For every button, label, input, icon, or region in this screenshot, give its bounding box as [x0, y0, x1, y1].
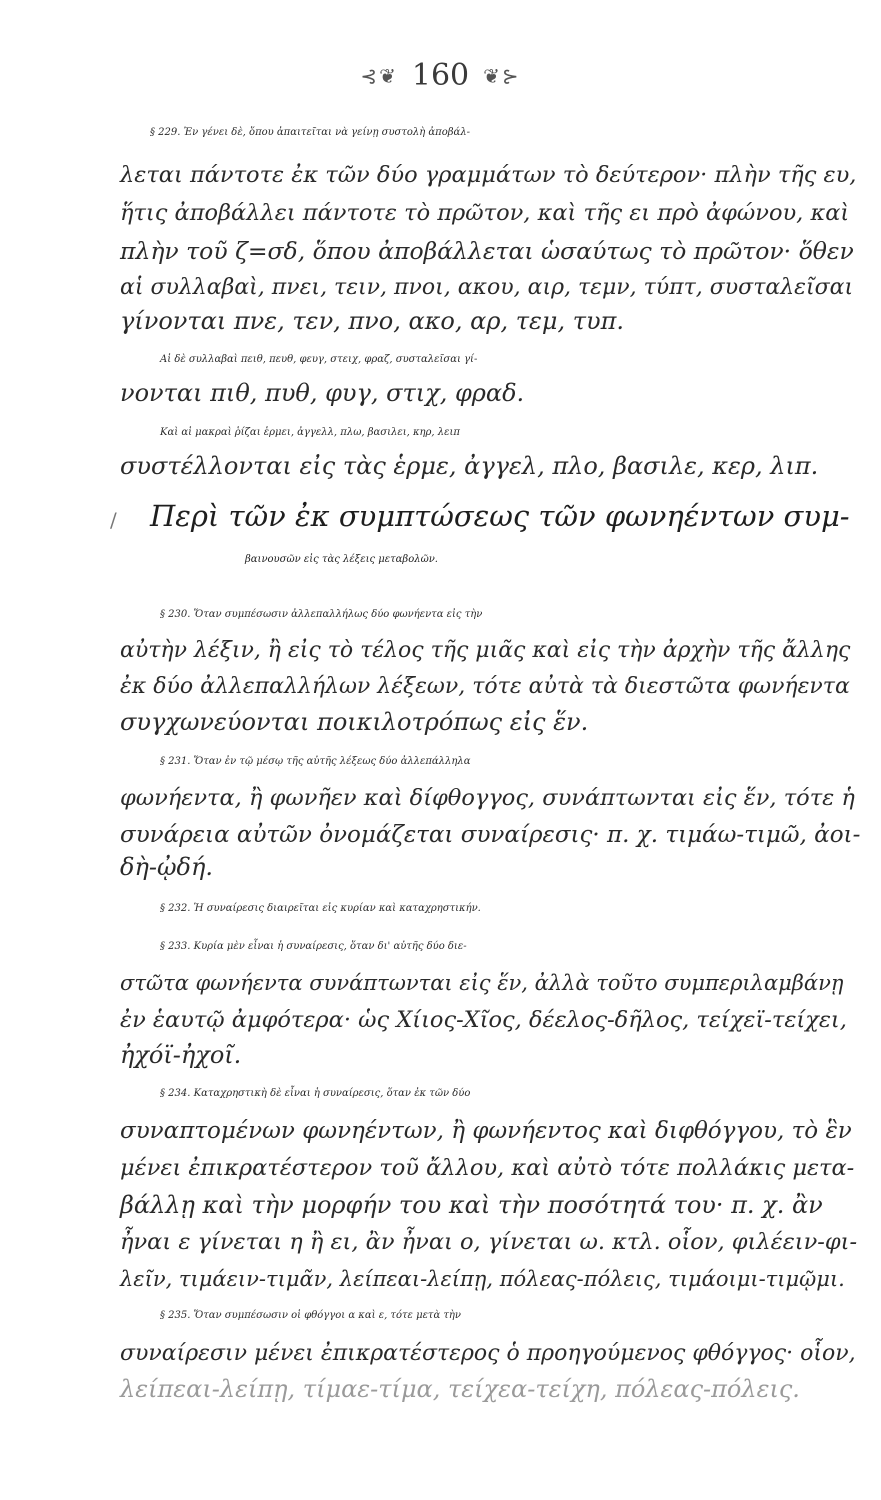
ornament-left: ⊰❦ — [360, 63, 398, 88]
section-heading-line-2: βαινουσῶν εἰς τὰς λέξεις μεταβολῶν. — [245, 554, 438, 565]
margin-mark: / — [110, 508, 117, 532]
page-number: 160 — [411, 58, 470, 93]
text-line: αὐτὴν λέξιν, ἢ εἰς τὸ τέλος τῆς μιᾶς καὶ εἰς τὴν ἀρχὴν τῆς ἄλλης — [120, 638, 851, 663]
text-line: γίνονται πνε, τεν, πνο, ακο, αρ, τεμ, τυπ. — [120, 307, 624, 335]
text-line: μένει ἐπικρατέστερον τοῦ ἄλλου, καὶ αὐτὸ τότε πολλάκις μετα- — [120, 1155, 855, 1181]
ornament-right: ❦⊱ — [483, 63, 521, 88]
text-line: νονται πιθ, πυθ, φυγ, στιχ, φραδ. — [120, 379, 525, 407]
text-line: ἐκ δύο ἀλλεπαλλήλων λέξεων, τότε αὐτὰ τὰ διεστῶτα φωνήεντα — [120, 674, 850, 699]
text-line: ἥτις ἀποβάλλει πάντοτε τὸ πρῶτον, καὶ τῆς ει πρὸ ἀφώνου, καὶ — [120, 200, 850, 226]
text-line: ἦναι ε γίνεται η ἢ ει, ἂν ἦναι ο, γίνεται ω. κτλ. οἷον, φιλέειν-φι- — [120, 1229, 858, 1255]
text-line: στῶτα φωνήεντα συνάπτωνται εἰς ἕν, ἀλλὰ τοῦτο συμπεριλαμβάνῃ — [120, 971, 844, 995]
text-line: συναπτομένων φωνηέντων, ἢ φωνήεντος καὶ διφθόγγου, τὸ ἓν — [120, 1118, 852, 1144]
text-line: ἠχόϊ-ἠχοῖ. — [120, 1041, 242, 1069]
text-line: αἱ συλλαβαὶ, πνει, τειν, πνοι, ακου, αιρ, τεμν, τύπτ, συσταλεῖσαι — [120, 275, 854, 300]
text-line: συγχωνεύονται ποικιλοτρόπως εἰς ἕν. — [120, 708, 589, 736]
text-line: συστέλλονται εἰς τὰς ἑρμε, ἀγγελ, πλο, βασιλε, κερ, λιπ. — [120, 452, 819, 480]
text-line: δὴ-ᾠδή. — [120, 853, 213, 881]
text-line: ἐν ἑαυτῷ ἀμφότερα· ὡς Χίιος-Χῖος, δέελος-δῆλος, τείχεϊ-τείχει, — [120, 1007, 847, 1033]
text-line: συναίρεσιν μένει ἐπικρατέστερος ὁ προηγούμενος φθόγγος· οἷον, — [120, 1341, 856, 1366]
text-line: § 231. Ὅταν ἐν τῷ μέσῳ τῆς αὐτῆς λέξεως δύο ἀλλεπάλληλα — [160, 756, 471, 767]
text-line: § 232. Ἡ συναίρεσις διαιρεῖται εἰς κυρίαν καὶ καταχρηστικήν. — [160, 903, 481, 914]
text-line: § 235. Ὅταν συμπέσωσιν οἱ φθόγγοι α καὶ ε, τότε μετὰ τὴν — [160, 1310, 461, 1321]
text-line: § 233. Κυρία μὲν εἶναι ἡ συναίρεσις, ὅταν δι' αὐτῆς δύο διε- — [160, 941, 467, 952]
text-line: Αἱ δὲ συλλαβαὶ πειθ, πευθ, φευγ, στειχ, φραζ, συσταλεῖσαι γί- — [160, 354, 478, 365]
text-line: § 234. Καταχρηστικὴ δὲ εἶναι ἡ συναίρεσις, ὅταν ἐκ τῶν δύο — [160, 1088, 471, 1099]
text-line: φωνήεντα, ἢ φωνῆεν καὶ δίφθογγος, συνάπτωνται εἰς ἕν, τότε ἡ — [120, 785, 855, 811]
text-line: συνάρεια αὐτῶν ὀνομάζεται συναίρεσις· π. χ. τιμάω-τιμῶ, ἀοι- — [120, 822, 861, 848]
page-header — [0, 58, 881, 93]
text-line: λεται πάντοτε ἐκ τῶν δύο γραμμάτων τὸ δεύτερον· πλὴν τῆς ευ, — [120, 162, 857, 188]
text-line: λείπεαι-λείπῃ, τίμαε-τίμα, τείχεα-τείχη, πόλεας-πόλεις. — [120, 1375, 800, 1403]
section-heading-line-1: Περὶ τῶν ἐκ συμπτώσεως τῶν φωνηέντων συμ- — [150, 499, 850, 533]
text-line: § 230. Ὅταν συμπέσωσιν ἀλλεπαλλήλως δύο φωνήεντα εἰς τὴν — [160, 609, 483, 620]
text-line: λεῖν, τιμάειν-τιμᾶν, λείπεαι-λείπῃ, πόλεας-πόλεις, τιμάοιμι-τιμῷμι. — [120, 1267, 845, 1291]
text-line: πλὴν τοῦ ζ=σδ, ὅπου ἀποβάλλεται ὡσαύτως τὸ πρῶτον· ὅθεν — [120, 237, 854, 265]
text-line: Καὶ αἱ μακραὶ ῥίζαι ἑρμει, ἀγγελλ, πλω, βασιλει, κηρ, λειπ — [160, 427, 460, 438]
text-line: § 229. Ἐν γένει δὲ, ὅπου ἀπαιτεῖται νὰ γείνῃ συστολὴ ἀποβάλ- — [150, 127, 471, 138]
text-line: βάλλῃ καὶ τὴν μορφήν του καὶ τὴν ποσότητά του· π. χ. ἂν — [120, 1191, 823, 1219]
